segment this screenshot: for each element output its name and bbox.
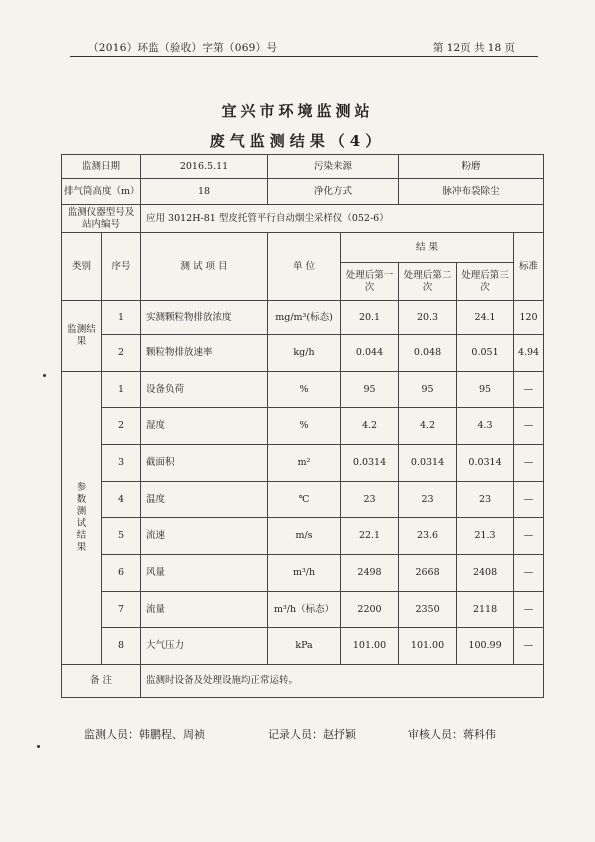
row-r1: 20.1 [341,301,399,335]
row-r3: 2408 [457,555,514,592]
row-no: 7 [102,592,141,628]
org-title: 宜兴市环境监测站 [221,102,374,120]
row-r3: 21.3 [457,518,514,555]
row-item: 截面积 [141,445,268,482]
row-unit: m/s [268,518,341,555]
row-no: 5 [102,518,141,555]
row-r2: 95 [399,372,457,408]
row-r1: 2200 [341,592,399,628]
col-result: 结 果 [341,233,514,263]
table-row [62,592,544,628]
row-r1: 4.2 [341,408,399,445]
remark-label: 备 注 [62,665,141,698]
row-unit: m² [268,445,341,482]
reviewer-staff: 审核人员：蒋科伟 [408,728,496,741]
row-r2: 23.6 [399,518,457,555]
document-number: （2016）环监（验收）字第（069）号 [88,42,278,54]
results-table [61,154,544,698]
report-title: 废气监测结果（4） [209,132,386,150]
table-row [62,335,544,372]
row-r3: 0.0314 [457,445,514,482]
row-item: 流速 [141,518,268,555]
row-r2: 2350 [399,592,457,628]
row-unit: % [268,372,341,408]
instrument-label: 监测仪器型号及站内编号 [62,205,141,233]
scan-speck [43,374,46,377]
section1-label: 监测结果 [62,301,102,372]
table-row [62,628,544,665]
row-no: 2 [102,408,141,445]
row-r2: 2668 [399,555,457,592]
col-seq: 序号 [102,233,141,301]
row-r3: 0.051 [457,335,514,372]
row-r1: 0.0314 [341,445,399,482]
table-row [62,445,544,482]
col-r3: 处理后第三次 [457,263,514,301]
row-unit: kPa [268,628,341,665]
row-r2: 4.2 [399,408,457,445]
header-divider [70,56,538,57]
row-item: 湿度 [141,408,268,445]
row-no: 8 [102,628,141,665]
row-std: — [514,518,544,555]
info-row-instrument [62,205,544,233]
row-r3: 24.1 [457,301,514,335]
info-row-stack [62,179,544,205]
row-r2: 101.00 [399,628,457,665]
recorder-staff: 记录人员：赵抒颖 [268,728,356,741]
table-row [62,301,544,335]
row-r2: 0.048 [399,335,457,372]
row-r3: 4.3 [457,408,514,445]
row-no: 4 [102,482,141,518]
section2-label-text: 参数测试结果 [76,482,87,553]
table-row [62,555,544,592]
row-r1: 0.044 [341,335,399,372]
row-item: 温度 [141,482,268,518]
instrument-value: 应用 3012H-81 型皮托管平行自动烟尘采样仪（052-6） [141,205,544,233]
col-r1: 处理后第一次 [341,263,399,301]
row-std: — [514,628,544,665]
row-no: 3 [102,445,141,482]
date-value: 2016.5.11 [141,155,268,179]
row-unit: m³/h（标态） [268,592,341,628]
row-r3: 23 [457,482,514,518]
row-r2: 0.0314 [399,445,457,482]
table-row [62,518,544,555]
table-row [62,408,544,445]
row-item: 实测颗粒物排放浓度 [141,301,268,335]
scan-speck [37,745,40,748]
info-row-date [62,155,544,179]
col-item: 测 试 项 目 [141,233,268,301]
row-item: 流量 [141,592,268,628]
page-info: 第 12页 共 18 页 [432,42,515,54]
remark-row [62,665,544,698]
date-label: 监测日期 [62,155,141,179]
row-std: — [514,408,544,445]
table-row [62,372,544,408]
row-std: — [514,372,544,408]
row-item: 颗粒物排放速率 [141,335,268,372]
row-r1: 2498 [341,555,399,592]
row-no: 6 [102,555,141,592]
col-unit: 单 位 [268,233,341,301]
row-std: — [514,482,544,518]
row-unit: kg/h [268,335,341,372]
source-label: 污染来源 [268,155,399,179]
purify-value: 脉冲布袋除尘 [399,179,544,205]
row-unit: % [268,408,341,445]
section2-label [62,372,102,665]
row-r1: 23 [341,482,399,518]
row-unit: mg/m³(标态) [268,301,341,335]
col-r2: 处理后第二次 [399,263,457,301]
stack-label: 排气筒高度（m） [62,179,141,205]
row-r2: 20.3 [399,301,457,335]
header-row-1 [62,233,544,263]
row-std: 120 [514,301,544,335]
row-no: 1 [102,372,141,408]
source-value: 粉磨 [399,155,544,179]
row-std: 4.94 [514,335,544,372]
row-r3: 95 [457,372,514,408]
row-no: 1 [102,301,141,335]
stack-value: 18 [141,179,268,205]
row-r1: 95 [341,372,399,408]
row-std: — [514,592,544,628]
row-unit: m³/h [268,555,341,592]
row-r1: 101.00 [341,628,399,665]
monitor-staff: 监测人员：韩鹏程、周祯 [84,728,205,741]
col-category: 类别 [62,233,102,301]
col-standard: 标准 [514,233,544,301]
row-std: — [514,555,544,592]
table-row [62,482,544,518]
row-item: 大气压力 [141,628,268,665]
row-no: 2 [102,335,141,372]
row-unit: ℃ [268,482,341,518]
row-r3: 2118 [457,592,514,628]
purify-label: 净化方式 [268,179,399,205]
row-item: 设备负荷 [141,372,268,408]
row-r1: 22.1 [341,518,399,555]
row-r2: 23 [399,482,457,518]
row-r3: 100.99 [457,628,514,665]
row-item: 风量 [141,555,268,592]
remark-text: 监测时设备及处理设施均正常运转。 [141,665,544,698]
row-std: — [514,445,544,482]
